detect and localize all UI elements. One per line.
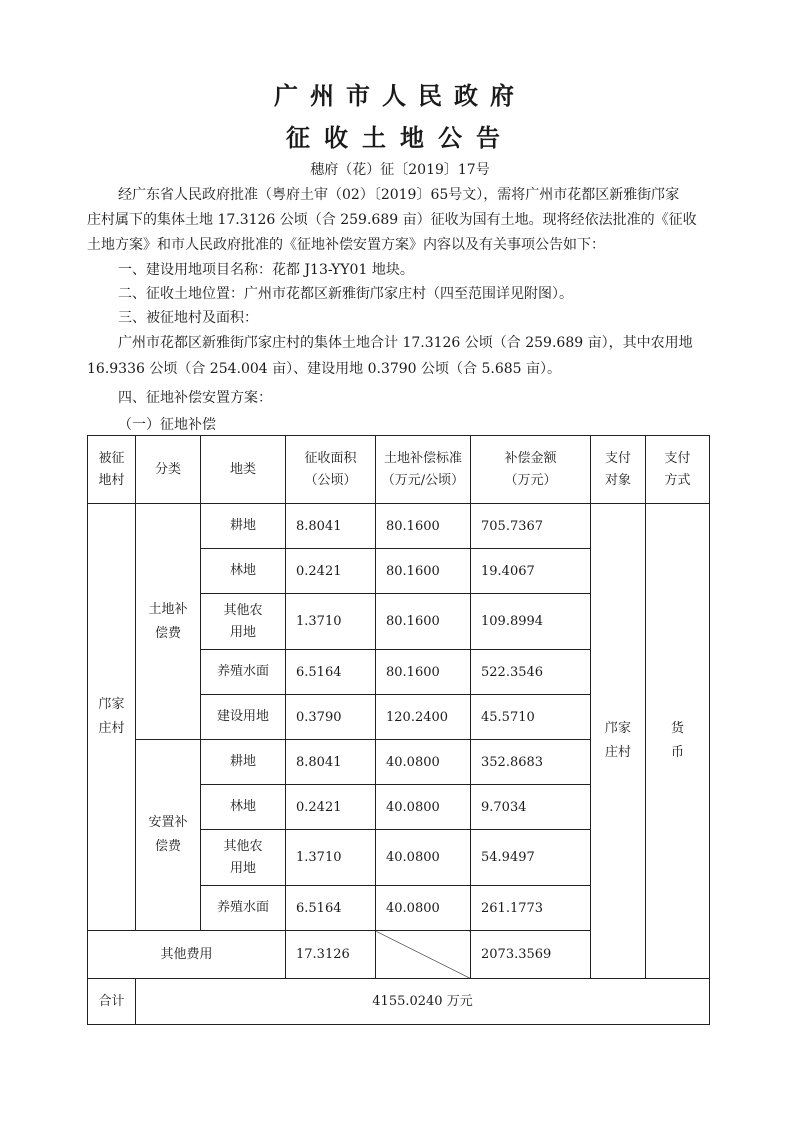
amount-cell-text: 45.5710 — [481, 709, 535, 725]
area-cell-text: 8.8041 — [296, 518, 342, 534]
standard-cell-text: 40.0800 — [386, 900, 440, 916]
standard-cell — [376, 549, 471, 594]
category-cell-text: 偿费 — [154, 625, 181, 641]
standard-cell-text: 120.2400 — [386, 709, 449, 725]
area-cell-text: 1.3710 — [296, 614, 342, 629]
total-label — [88, 979, 136, 1025]
header-category-text: 分类 — [154, 461, 181, 477]
area-cell — [286, 830, 376, 886]
other-fees-amount-text: 2073.3569 — [481, 947, 552, 962]
amount-cell-text: 705.7367 — [481, 518, 544, 534]
header-amount-text: 补偿金额 — [504, 450, 557, 466]
issuing-authority: 广州市人民政府 — [274, 82, 526, 110]
amount-cell-text: 9.7034 — [481, 799, 527, 815]
land-type-cell-text: 用地 — [229, 860, 256, 876]
land-type-cell-text: 耕地 — [229, 518, 256, 533]
header-land-type-text: 地类 — [229, 461, 256, 477]
standard-cell-text: 80.1600 — [386, 563, 440, 579]
amount-cell — [471, 650, 591, 695]
compensation-table — [87, 435, 710, 1025]
area-cell-text: 6.5164 — [296, 900, 342, 916]
paragraph-1-line-3: 土地方案》和市人民政府批准的《征地补偿安置方案》内容以及有关事项公告如下： — [87, 237, 605, 253]
paragraph-1-line-1: 经广东省人民政府批准（粤府土审（02）〔2019〕65号文），需将广州市花都区新雅街邝家 — [118, 187, 680, 203]
pay-target-cell — [591, 504, 646, 979]
area-cell — [286, 740, 376, 785]
other-fees-area-text: 17.3126 — [296, 947, 350, 962]
area-cell-text: 8.8041 — [296, 754, 342, 770]
area-cell-text: 1.3710 — [296, 850, 342, 865]
standard-cell-text: 80.1600 — [386, 614, 440, 629]
land-type-cell — [201, 740, 286, 785]
land-type-cell — [201, 695, 286, 740]
table-row — [88, 504, 710, 549]
land-type-cell — [201, 830, 286, 886]
land-type-cell — [201, 594, 286, 650]
pay-method-cell-text: 货 — [670, 721, 684, 736]
area-cell — [286, 594, 376, 650]
category-cell-text: 安置补 — [148, 815, 188, 830]
land-type-cell-text: 养殖水面 — [216, 664, 269, 679]
standard-cell — [376, 830, 471, 886]
header-standard-text: （万元/公顷） — [381, 472, 465, 488]
land-type-cell-text: 其他农 — [223, 838, 263, 854]
amount-cell-text: 19.4067 — [481, 563, 535, 579]
standard-cell-text: 40.0800 — [386, 754, 440, 770]
land-type-cell-text: 林地 — [229, 799, 256, 814]
land-type-cell-text: 耕地 — [229, 754, 256, 769]
other-fees-label-text: 其他费用 — [160, 946, 213, 962]
paragraph-1-line-2: 庄村属下的集体土地 17.3126 公顷（合 259.689 亩）征收为国有土地。现将经依法批准的《征收 — [87, 212, 697, 228]
land-type-cell-text: 用地 — [229, 624, 256, 640]
header-standard-text: 土地补偿标准 — [383, 450, 462, 466]
diagonal-empty-cell — [376, 931, 471, 979]
amount-cell — [471, 785, 591, 830]
standard-cell — [376, 504, 471, 549]
land-type-cell-text: 养殖水面 — [216, 900, 269, 915]
header-pay-target — [591, 436, 646, 504]
header-area-text: （公顷） — [304, 472, 357, 488]
amount-cell — [471, 695, 591, 740]
header-village — [88, 436, 136, 504]
amount-cell — [471, 886, 591, 931]
total-value-text: 4155.0240 万元 — [372, 993, 473, 1009]
paragraph-3-line-2: 16.9336 公顷（合 254.004 亩）、建设用地 0.3790 公顷（合 5.685 亩）。 — [87, 361, 562, 377]
area-cell — [286, 785, 376, 830]
village-cell-text: 邝家 — [98, 697, 125, 712]
header-amount — [471, 436, 591, 504]
amount-cell — [471, 830, 591, 886]
header-area — [286, 436, 376, 504]
land-location-item: 二、征收土地位置：广州市花都区新雅街邝家庄村（四至范围详见附图）。 — [118, 286, 573, 302]
other-fees-area — [286, 931, 376, 979]
area-cell-text: 0.2421 — [296, 563, 342, 579]
area-cell-text: 0.3790 — [296, 709, 342, 725]
pay-method-cell-text: 币 — [670, 745, 684, 760]
area-cell — [286, 549, 376, 594]
area-cell — [286, 886, 376, 931]
amount-cell — [471, 549, 591, 594]
amount-cell — [471, 504, 591, 549]
land-type-cell — [201, 504, 286, 549]
land-type-cell — [201, 886, 286, 931]
land-type-cell — [201, 549, 286, 594]
paragraph-3-line-1: 广州市花都区新雅街邝家庄村的集体土地合计 17.3126 公顷（合 259.689 亩），其中农用地 — [118, 335, 693, 351]
standard-cell — [376, 886, 471, 931]
pay-target-cell-text: 庄村 — [604, 745, 631, 760]
standard-cell — [376, 740, 471, 785]
standard-cell — [376, 594, 471, 650]
land-type-cell-text: 林地 — [229, 563, 256, 578]
pay-method-cell — [646, 504, 710, 979]
header-area-text: 征收面积 — [304, 450, 357, 466]
standard-cell — [376, 650, 471, 695]
other-fees-amount — [471, 931, 591, 979]
header-village-text: 被征 — [98, 450, 125, 466]
header-pay-method-text: 支付 — [664, 450, 691, 466]
category-cell-text: 土地补 — [148, 601, 188, 617]
amount-cell-text: 109.8994 — [481, 614, 544, 629]
other-fees-label — [88, 931, 286, 979]
header-pay-target-text: 对象 — [604, 472, 631, 488]
header-pay-target-text: 支付 — [604, 450, 631, 466]
header-land-type — [201, 436, 286, 504]
project-name-item: 一、建设用地项目名称：花都 J13-YY01 地块。 — [118, 262, 414, 278]
header-standard — [376, 436, 471, 504]
table-header-row — [88, 436, 710, 504]
land-type-cell — [201, 650, 286, 695]
header-village-text: 地村 — [98, 472, 125, 488]
document-title: 征收土地公告 — [286, 124, 514, 152]
standard-cell-text: 80.1600 — [386, 664, 440, 680]
standard-cell-text: 40.0800 — [386, 850, 440, 865]
land-type-cell-text: 其他农 — [223, 602, 263, 618]
amount-cell-text: 261.1773 — [481, 900, 544, 916]
standard-cell-text: 40.0800 — [386, 799, 440, 815]
area-cell — [286, 504, 376, 549]
total-row — [88, 979, 710, 1025]
amount-cell-text: 522.3546 — [481, 664, 544, 680]
standard-cell-text: 80.1600 — [386, 518, 440, 534]
header-pay-method — [646, 436, 710, 504]
total-value — [136, 979, 710, 1025]
amount-cell — [471, 740, 591, 785]
land-type-cell-text: 建设用地 — [216, 709, 269, 724]
amount-cell-text: 352.8683 — [481, 754, 544, 770]
area-cell — [286, 695, 376, 740]
header-amount-text: （万元） — [504, 472, 557, 488]
compensation-plan-item: 四、征地补偿安置方案： — [118, 390, 272, 406]
category-cell — [136, 740, 201, 931]
category-cell — [136, 504, 201, 740]
land-compensation-subtitle: （一）征地补偿 — [118, 417, 216, 433]
document-number: 穗府（花）征〔2019〕17号 — [310, 162, 490, 178]
category-cell-text: 偿费 — [154, 839, 181, 854]
amount-cell — [471, 594, 591, 650]
village-cell-text: 庄村 — [98, 721, 125, 736]
area-cell-text: 0.2421 — [296, 799, 342, 815]
amount-cell-text: 54.9497 — [481, 850, 535, 865]
header-pay-method-text: 方式 — [664, 472, 691, 488]
area-cell — [286, 650, 376, 695]
total-label-text: 合计 — [98, 993, 125, 1009]
pay-target-cell-text: 邝家 — [604, 721, 631, 736]
standard-cell — [376, 785, 471, 830]
land-type-cell — [201, 785, 286, 830]
area-cell-text: 6.5164 — [296, 664, 342, 680]
header-category — [136, 436, 201, 504]
village-cell — [88, 504, 136, 931]
village-area-item: 三、被征地村及面积： — [118, 310, 258, 326]
standard-cell — [376, 695, 471, 740]
